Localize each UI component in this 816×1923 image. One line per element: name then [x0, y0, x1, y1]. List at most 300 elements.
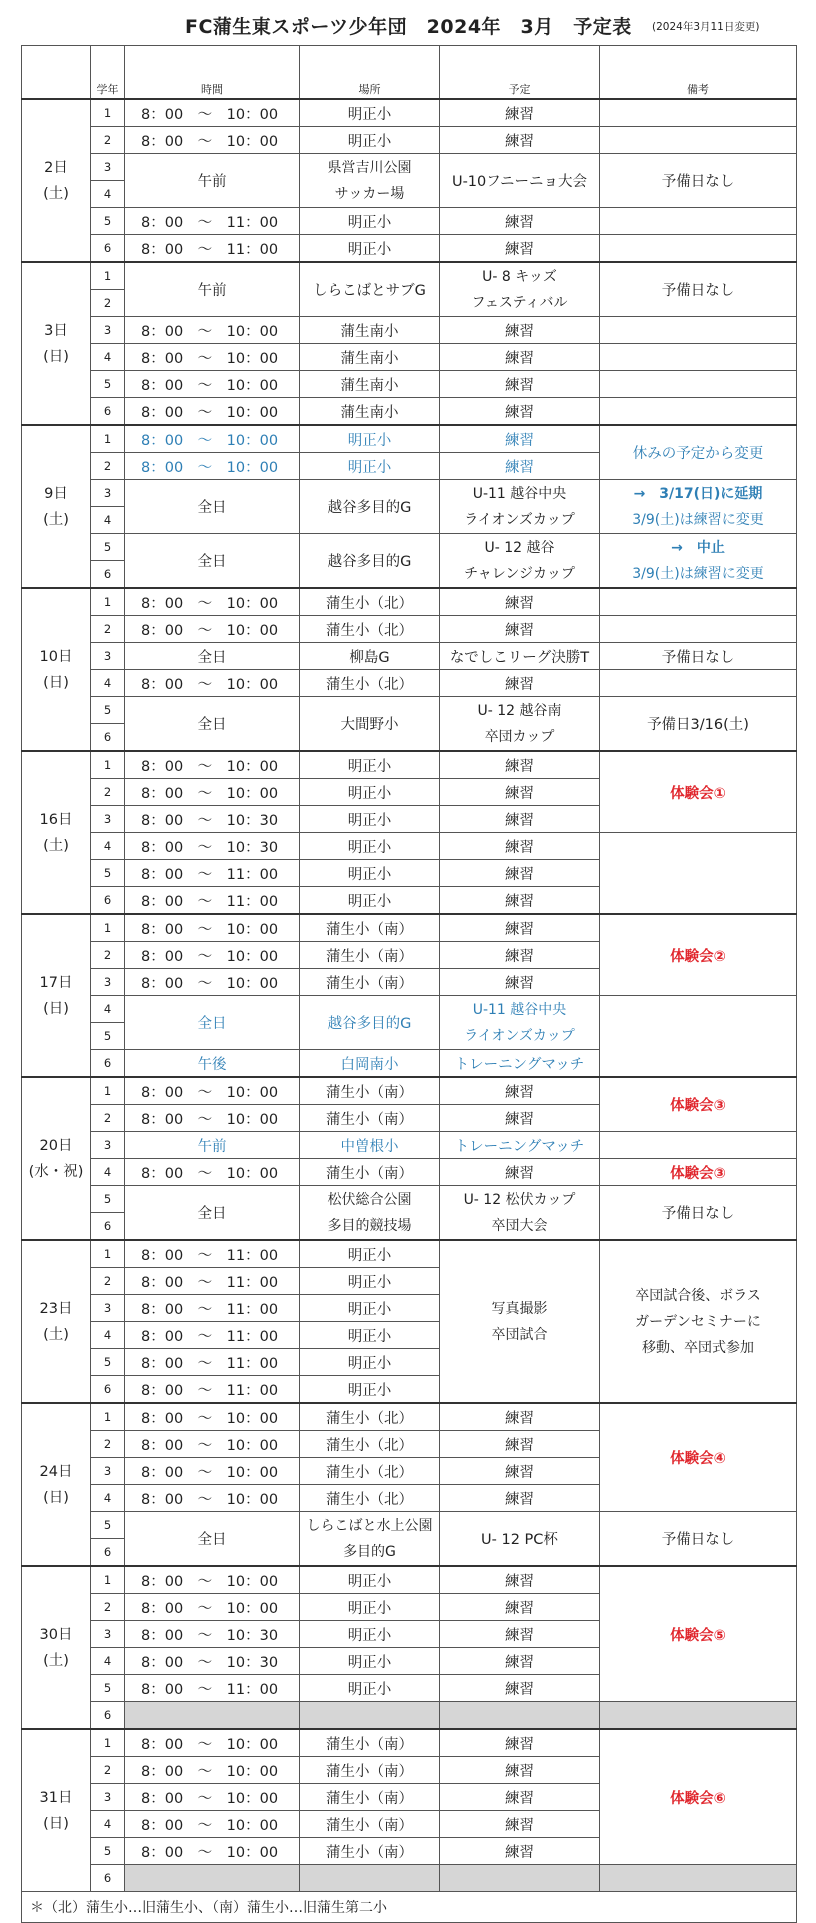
- plan-cell: 練習: [440, 1566, 600, 1594]
- table-row: [22, 480, 797, 507]
- grade-cell: 5: [91, 697, 125, 724]
- plan-line: U- 12 松伏カップ: [463, 1191, 576, 1208]
- plan-cell: 練習: [440, 1784, 600, 1811]
- grade-cell: 4: [91, 670, 125, 697]
- day-cell: [22, 588, 91, 751]
- table-row: [22, 1132, 797, 1159]
- plan-cell: 練習: [440, 616, 600, 643]
- day-date: 10日: [39, 648, 73, 665]
- plan-cell: 練習: [440, 425, 600, 453]
- time-cell: 8：00 ～ 10：00: [125, 1784, 300, 1811]
- grade-cell: 1: [91, 1403, 125, 1431]
- grade-cell: 2: [91, 942, 125, 969]
- time-cell: 8：00 ～ 11：00: [125, 860, 300, 887]
- day-weekday: (日): [43, 348, 69, 365]
- plan-cell: 練習: [440, 1729, 600, 1757]
- place-cell: 明正小: [300, 127, 440, 154]
- time-cell: 8：00 ～ 10：00: [125, 344, 300, 371]
- plan-cell: 練習: [440, 344, 600, 371]
- notes-cell: 体験会⑤: [600, 1566, 797, 1702]
- time-cell: 8：00 ～ 11：00: [125, 1240, 300, 1268]
- time-cell: 午前: [125, 1132, 300, 1159]
- plan-cell: トレーニングマッチ: [440, 1132, 600, 1159]
- notes-cell: 予備日なし: [600, 643, 797, 670]
- grade-cell: 5: [91, 1186, 125, 1213]
- place-cell: 蒲生小（南）: [300, 1811, 440, 1838]
- grade-cell: 5: [91, 371, 125, 398]
- plan-cell: 練習: [440, 208, 600, 235]
- grade-cell: 3: [91, 1784, 125, 1811]
- place-cell: 蒲生南小: [300, 371, 440, 398]
- day-date: 2日: [44, 159, 68, 176]
- grade-cell: 3: [91, 154, 125, 181]
- empty-cell: [440, 1865, 600, 1892]
- table-row: [22, 371, 797, 398]
- place-cell: 明正小: [300, 425, 440, 453]
- plan-cell: 練習: [440, 99, 600, 127]
- grade-cell: 1: [91, 1566, 125, 1594]
- header-notes: 備考: [600, 46, 797, 100]
- notes-cell: 休みの予定から変更: [600, 425, 797, 480]
- time-cell: 8：00 ～ 10：00: [125, 779, 300, 806]
- day-weekday: (土): [43, 1652, 69, 1669]
- grade-cell: 1: [91, 1240, 125, 1268]
- grade-cell: 5: [91, 208, 125, 235]
- grade-cell: 5: [91, 1675, 125, 1702]
- table-row: [22, 1186, 797, 1213]
- grade-cell: 5: [91, 860, 125, 887]
- day-date: 30日: [39, 1626, 73, 1643]
- notes-line: → 中止: [671, 539, 725, 556]
- place-cell: 明正小: [300, 1268, 440, 1295]
- plan-cell: 練習: [440, 969, 600, 996]
- grade-cell: 2: [91, 453, 125, 480]
- footnote-row: [22, 1892, 797, 1923]
- grade-cell: 4: [91, 1811, 125, 1838]
- plan-cell: 練習: [440, 1077, 600, 1105]
- place-cell: 明正小: [300, 1349, 440, 1376]
- time-cell: 8：00 ～ 10：00: [125, 425, 300, 453]
- time-cell: 8：00 ～ 10：30: [125, 1621, 300, 1648]
- place-cell: 明正小: [300, 806, 440, 833]
- plan-cell: [440, 697, 600, 752]
- plan-cell: 練習: [440, 127, 600, 154]
- notes-cell: [600, 317, 797, 344]
- place-cell: 蒲生小（北）: [300, 1458, 440, 1485]
- plan-cell: 練習: [440, 371, 600, 398]
- grade-cell: 5: [91, 1023, 125, 1050]
- day-weekday: (日): [43, 1815, 69, 1832]
- grade-cell: 1: [91, 1729, 125, 1757]
- plan-cell: 練習: [440, 1485, 600, 1512]
- grade-cell: 3: [91, 643, 125, 670]
- notes-line: 3/9(土)は練習に変更: [632, 565, 764, 582]
- time-cell: 8：00 ～ 11：00: [125, 887, 300, 915]
- time-cell: 全日: [125, 1512, 300, 1567]
- table-row: [22, 697, 797, 724]
- place-cell: 明正小: [300, 860, 440, 887]
- header-plan: 予定: [440, 46, 600, 100]
- place-cell: 白岡南小: [300, 1050, 440, 1078]
- plan-line: U- 12 越谷: [484, 539, 555, 556]
- grade-cell: 2: [91, 1757, 125, 1784]
- time-cell: 8：00 ～ 10：00: [125, 1403, 300, 1431]
- notes-cell: [600, 1132, 797, 1159]
- place-cell: 蒲生小（南）: [300, 1077, 440, 1105]
- place-cell: 明正小: [300, 99, 440, 127]
- plan-cell: [440, 480, 600, 534]
- plan-cell: 練習: [440, 833, 600, 860]
- time-cell: 8：00 ～ 10：00: [125, 1566, 300, 1594]
- grade-cell: 3: [91, 806, 125, 833]
- day-cell: [22, 1729, 91, 1892]
- place-cell: 蒲生小（南）: [300, 1729, 440, 1757]
- day-date: 9日: [44, 485, 68, 502]
- plan-cell: 練習: [440, 806, 600, 833]
- notes-cell: 体験会⑥: [600, 1729, 797, 1865]
- place-cell: 蒲生小（南）: [300, 969, 440, 996]
- grade-cell: 2: [91, 779, 125, 806]
- header-place: 場所: [300, 46, 440, 100]
- day-weekday: (水・祝): [28, 1163, 84, 1180]
- header-row: [22, 46, 797, 100]
- day-weekday: (土): [43, 185, 69, 202]
- grade-cell: 2: [91, 1594, 125, 1621]
- empty-cell: [440, 1702, 600, 1730]
- time-cell: 8：00 ～ 10：00: [125, 99, 300, 127]
- place-line: 多目的G: [343, 1543, 396, 1560]
- day-cell: [22, 1403, 91, 1566]
- time-cell: 8：00 ～ 10：00: [125, 1105, 300, 1132]
- notes-cell: [600, 208, 797, 235]
- plan-cell: 練習: [440, 1403, 600, 1431]
- notes-cell: [600, 833, 797, 915]
- time-cell: 全日: [125, 643, 300, 670]
- plan-cell: 練習: [440, 1648, 600, 1675]
- place-cell: 明正小: [300, 208, 440, 235]
- plan-cell: 練習: [440, 1621, 600, 1648]
- plan-cell: 練習: [440, 1838, 600, 1865]
- grade-cell: 2: [91, 1431, 125, 1458]
- place-cell: 蒲生小（北）: [300, 588, 440, 616]
- table-row: [22, 1159, 797, 1186]
- day-cell: [22, 914, 91, 1077]
- table-row: [22, 616, 797, 643]
- place-cell: [300, 154, 440, 208]
- day-date: 17日: [39, 974, 73, 991]
- time-cell: 全日: [125, 534, 300, 589]
- grade-cell: 4: [91, 996, 125, 1023]
- plan-cell: 練習: [440, 670, 600, 697]
- place-cell: 明正小: [300, 1376, 440, 1404]
- plan-cell: 練習: [440, 1159, 600, 1186]
- place-cell: 明正小: [300, 235, 440, 263]
- place-cell: 中曽根小: [300, 1132, 440, 1159]
- time-cell: 8：00 ～ 10：00: [125, 453, 300, 480]
- time-cell: 8：00 ～ 11：00: [125, 235, 300, 263]
- grade-cell: 1: [91, 1077, 125, 1105]
- table-row: [22, 99, 797, 127]
- grade-cell: 3: [91, 317, 125, 344]
- time-cell: 8：00 ～ 10：00: [125, 588, 300, 616]
- time-cell: 8：00 ～ 10：00: [125, 670, 300, 697]
- time-cell: 8：00 ～ 10：30: [125, 833, 300, 860]
- time-cell: 8：00 ～ 10：00: [125, 1077, 300, 1105]
- place-cell: 蒲生小（北）: [300, 670, 440, 697]
- table-row: [22, 317, 797, 344]
- notes-line: ガーデンセミナーに: [635, 1313, 761, 1330]
- time-cell: 8：00 ～ 10：00: [125, 751, 300, 779]
- table-row: [22, 670, 797, 697]
- plan-cell: [440, 262, 600, 317]
- notes-cell: 予備日なし: [600, 1186, 797, 1241]
- grade-cell: 2: [91, 290, 125, 317]
- notes-cell: [600, 616, 797, 643]
- time-cell: 8：00 ～ 11：00: [125, 1322, 300, 1349]
- notes-cell: 予備日3/16(土): [600, 697, 797, 752]
- grade-cell: 6: [91, 398, 125, 426]
- place-line: サッカー場: [334, 185, 405, 202]
- place-cell: 明正小: [300, 1648, 440, 1675]
- time-cell: 8：00 ～ 10：00: [125, 1757, 300, 1784]
- grade-cell: 5: [91, 534, 125, 561]
- place-cell: 明正小: [300, 1322, 440, 1349]
- grade-cell: 6: [91, 1702, 125, 1730]
- plan-line: チャレンジカップ: [464, 565, 575, 582]
- header-grade: 学年: [91, 46, 125, 100]
- table-row: [22, 425, 797, 453]
- time-cell: 全日: [125, 1186, 300, 1241]
- empty-cell: [125, 1865, 300, 1892]
- place-cell: 蒲生小（南）: [300, 942, 440, 969]
- place-cell: 明正小: [300, 1240, 440, 1268]
- day-date: 31日: [39, 1789, 73, 1806]
- table-row: [22, 1865, 797, 1892]
- plan-line: 卒団試合: [491, 1326, 548, 1343]
- day-weekday: (日): [43, 1489, 69, 1506]
- table-row: [22, 588, 797, 616]
- grade-cell: 4: [91, 1485, 125, 1512]
- plan-line: U- 8 キッズ: [482, 268, 557, 285]
- place-cell: 大間野小: [300, 697, 440, 752]
- notes-cell: [600, 996, 797, 1078]
- place-cell: 蒲生南小: [300, 344, 440, 371]
- table-row: [22, 1729, 797, 1757]
- plan-cell: 練習: [440, 1458, 600, 1485]
- time-cell: 8：00 ～ 11：00: [125, 1376, 300, 1404]
- plan-cell: 練習: [440, 860, 600, 887]
- plan-line: U- 12 越谷南: [477, 702, 562, 719]
- place-cell: 明正小: [300, 779, 440, 806]
- plan-cell: 練習: [440, 588, 600, 616]
- time-cell: 8：00 ～ 11：00: [125, 1268, 300, 1295]
- place-cell: 蒲生小（北）: [300, 616, 440, 643]
- grade-cell: 1: [91, 588, 125, 616]
- notes-cell: [600, 398, 797, 426]
- plan-cell: 練習: [440, 1431, 600, 1458]
- place-cell: [300, 1186, 440, 1241]
- notes-cell: [600, 588, 797, 616]
- notes-line: 3/9(土)は練習に変更: [632, 511, 764, 528]
- plan-cell: 練習: [440, 1811, 600, 1838]
- notes-cell: 体験会②: [600, 914, 797, 996]
- table-row: [22, 1512, 797, 1539]
- table-row: [22, 235, 797, 263]
- table-row: [22, 914, 797, 942]
- schedule-table: [21, 45, 797, 1923]
- notes-cell: [600, 344, 797, 371]
- notes-line: → 3/17(日)に延期: [633, 485, 763, 502]
- grade-cell: 3: [91, 480, 125, 507]
- grade-cell: 1: [91, 99, 125, 127]
- plan-cell: 練習: [440, 1594, 600, 1621]
- place-cell: 明正小: [300, 453, 440, 480]
- table-row: [22, 643, 797, 670]
- notes-line: 卒団試合後、ボラス: [635, 1287, 761, 1304]
- notes-cell: 体験会③: [600, 1077, 797, 1132]
- plan-cell: トレーニングマッチ: [440, 1050, 600, 1078]
- place-cell: 蒲生南小: [300, 398, 440, 426]
- grade-cell: 2: [91, 127, 125, 154]
- place-cell: 明正小: [300, 1566, 440, 1594]
- place-line: 県営吉川公園: [327, 159, 412, 176]
- grade-cell: 1: [91, 425, 125, 453]
- grade-cell: 6: [91, 1539, 125, 1567]
- grade-cell: 6: [91, 1865, 125, 1892]
- time-cell: 8：00 ～ 10：00: [125, 1811, 300, 1838]
- time-cell: 8：00 ～ 11：00: [125, 1675, 300, 1702]
- empty-cell: [125, 1702, 300, 1730]
- table-row: [22, 344, 797, 371]
- grade-cell: 4: [91, 833, 125, 860]
- plan-line: ライオンズカップ: [464, 511, 575, 528]
- plan-line: 卒団大会: [491, 1217, 548, 1234]
- grade-cell: 1: [91, 751, 125, 779]
- place-cell: 蒲生小（南）: [300, 1784, 440, 1811]
- plan-line: U-11 越谷中央: [472, 485, 567, 502]
- time-cell: 8：00 ～ 10：00: [125, 317, 300, 344]
- plan-cell: 練習: [440, 887, 600, 915]
- plan-cell: 練習: [440, 453, 600, 480]
- time-cell: 8：00 ～ 10：30: [125, 1648, 300, 1675]
- empty-cell: [300, 1865, 440, 1892]
- plan-cell: [440, 1186, 600, 1241]
- place-cell: 越谷多目的G: [300, 480, 440, 534]
- place-cell: 明正小: [300, 1621, 440, 1648]
- plan-cell: 練習: [440, 779, 600, 806]
- footnote: ＊（北）蒲生小…旧蒲生小、（南）蒲生小…旧蒲生第二小: [22, 1892, 797, 1923]
- notes-cell: [600, 534, 797, 589]
- grade-cell: 4: [91, 1159, 125, 1186]
- place-cell: 蒲生小（北）: [300, 1485, 440, 1512]
- time-cell: 8：00 ～ 10：00: [125, 1838, 300, 1865]
- day-date: 20日: [39, 1137, 73, 1154]
- plan-cell: U- 12 PC杯: [440, 1512, 600, 1567]
- plan-cell: 練習: [440, 751, 600, 779]
- day-date: 3日: [44, 322, 68, 339]
- title-row: [0, 0, 816, 44]
- grade-cell: 2: [91, 616, 125, 643]
- place-cell: 蒲生南小: [300, 317, 440, 344]
- grade-cell: 6: [91, 724, 125, 752]
- time-cell: 全日: [125, 697, 300, 752]
- day-date: 16日: [39, 811, 73, 828]
- notes-cell: [600, 480, 797, 534]
- day-cell: [22, 1566, 91, 1729]
- time-cell: 8：00 ～ 11：00: [125, 208, 300, 235]
- day-cell: [22, 99, 91, 262]
- table-row: [22, 1702, 797, 1730]
- place-cell: 蒲生小（北）: [300, 1403, 440, 1431]
- table-row: [22, 154, 797, 181]
- time-cell: 午後: [125, 1050, 300, 1078]
- day-weekday: (土): [43, 511, 69, 528]
- time-cell: 8：00 ～ 10：00: [125, 1594, 300, 1621]
- day-cell: [22, 1240, 91, 1403]
- place-line: しらこばと水上公園: [306, 1517, 433, 1534]
- place-cell: 越谷多目的G: [300, 534, 440, 589]
- table-row: [22, 127, 797, 154]
- plan-line: ライオンズカップ: [464, 1027, 575, 1044]
- time-cell: 8：00 ～ 10：00: [125, 1485, 300, 1512]
- grade-cell: 3: [91, 969, 125, 996]
- place-cell: 明正小: [300, 833, 440, 860]
- notes-cell: 体験会③: [600, 1159, 797, 1186]
- time-cell: 8：00 ～ 11：00: [125, 1295, 300, 1322]
- time-cell: 午前: [125, 262, 300, 317]
- grade-cell: 6: [91, 1376, 125, 1404]
- time-cell: 午前: [125, 154, 300, 208]
- table-row: [22, 1403, 797, 1431]
- notes-cell: [600, 1240, 797, 1403]
- plan-cell: [440, 534, 600, 589]
- table-row: [22, 1240, 797, 1268]
- place-cell: 蒲生小（南）: [300, 1105, 440, 1132]
- place-cell: 明正小: [300, 1295, 440, 1322]
- grade-cell: 6: [91, 1213, 125, 1241]
- grade-cell: 3: [91, 1621, 125, 1648]
- grade-cell: 6: [91, 235, 125, 263]
- notes-cell: [600, 99, 797, 127]
- plan-cell: 練習: [440, 1105, 600, 1132]
- grade-cell: 3: [91, 1458, 125, 1485]
- time-cell: 8：00 ～ 10：00: [125, 371, 300, 398]
- empty-cell: [600, 1702, 797, 1730]
- place-cell: しらこばとサブG: [300, 262, 440, 317]
- notes-cell: 予備日なし: [600, 154, 797, 208]
- time-cell: 8：00 ～ 10：00: [125, 127, 300, 154]
- grade-cell: 6: [91, 1050, 125, 1078]
- place-cell: 明正小: [300, 1594, 440, 1621]
- notes-cell: [600, 235, 797, 263]
- table-row: [22, 262, 797, 290]
- place-line: 多目的競技場: [327, 1217, 412, 1234]
- grade-cell: 3: [91, 1132, 125, 1159]
- revision-date: (2024年3月11日変更): [652, 21, 760, 33]
- notes-cell: [600, 127, 797, 154]
- table-row: [22, 398, 797, 426]
- grade-cell: 4: [91, 344, 125, 371]
- place-cell: 明正小: [300, 751, 440, 779]
- grade-cell: 6: [91, 561, 125, 589]
- place-cell: 蒲生小（北）: [300, 1431, 440, 1458]
- place-cell: 明正小: [300, 887, 440, 915]
- time-cell: 8：00 ～ 11：00: [125, 1349, 300, 1376]
- plan-line: フェスティバル: [471, 294, 568, 311]
- time-cell: 8：00 ～ 10：00: [125, 616, 300, 643]
- grade-cell: 4: [91, 1648, 125, 1675]
- time-cell: 全日: [125, 996, 300, 1050]
